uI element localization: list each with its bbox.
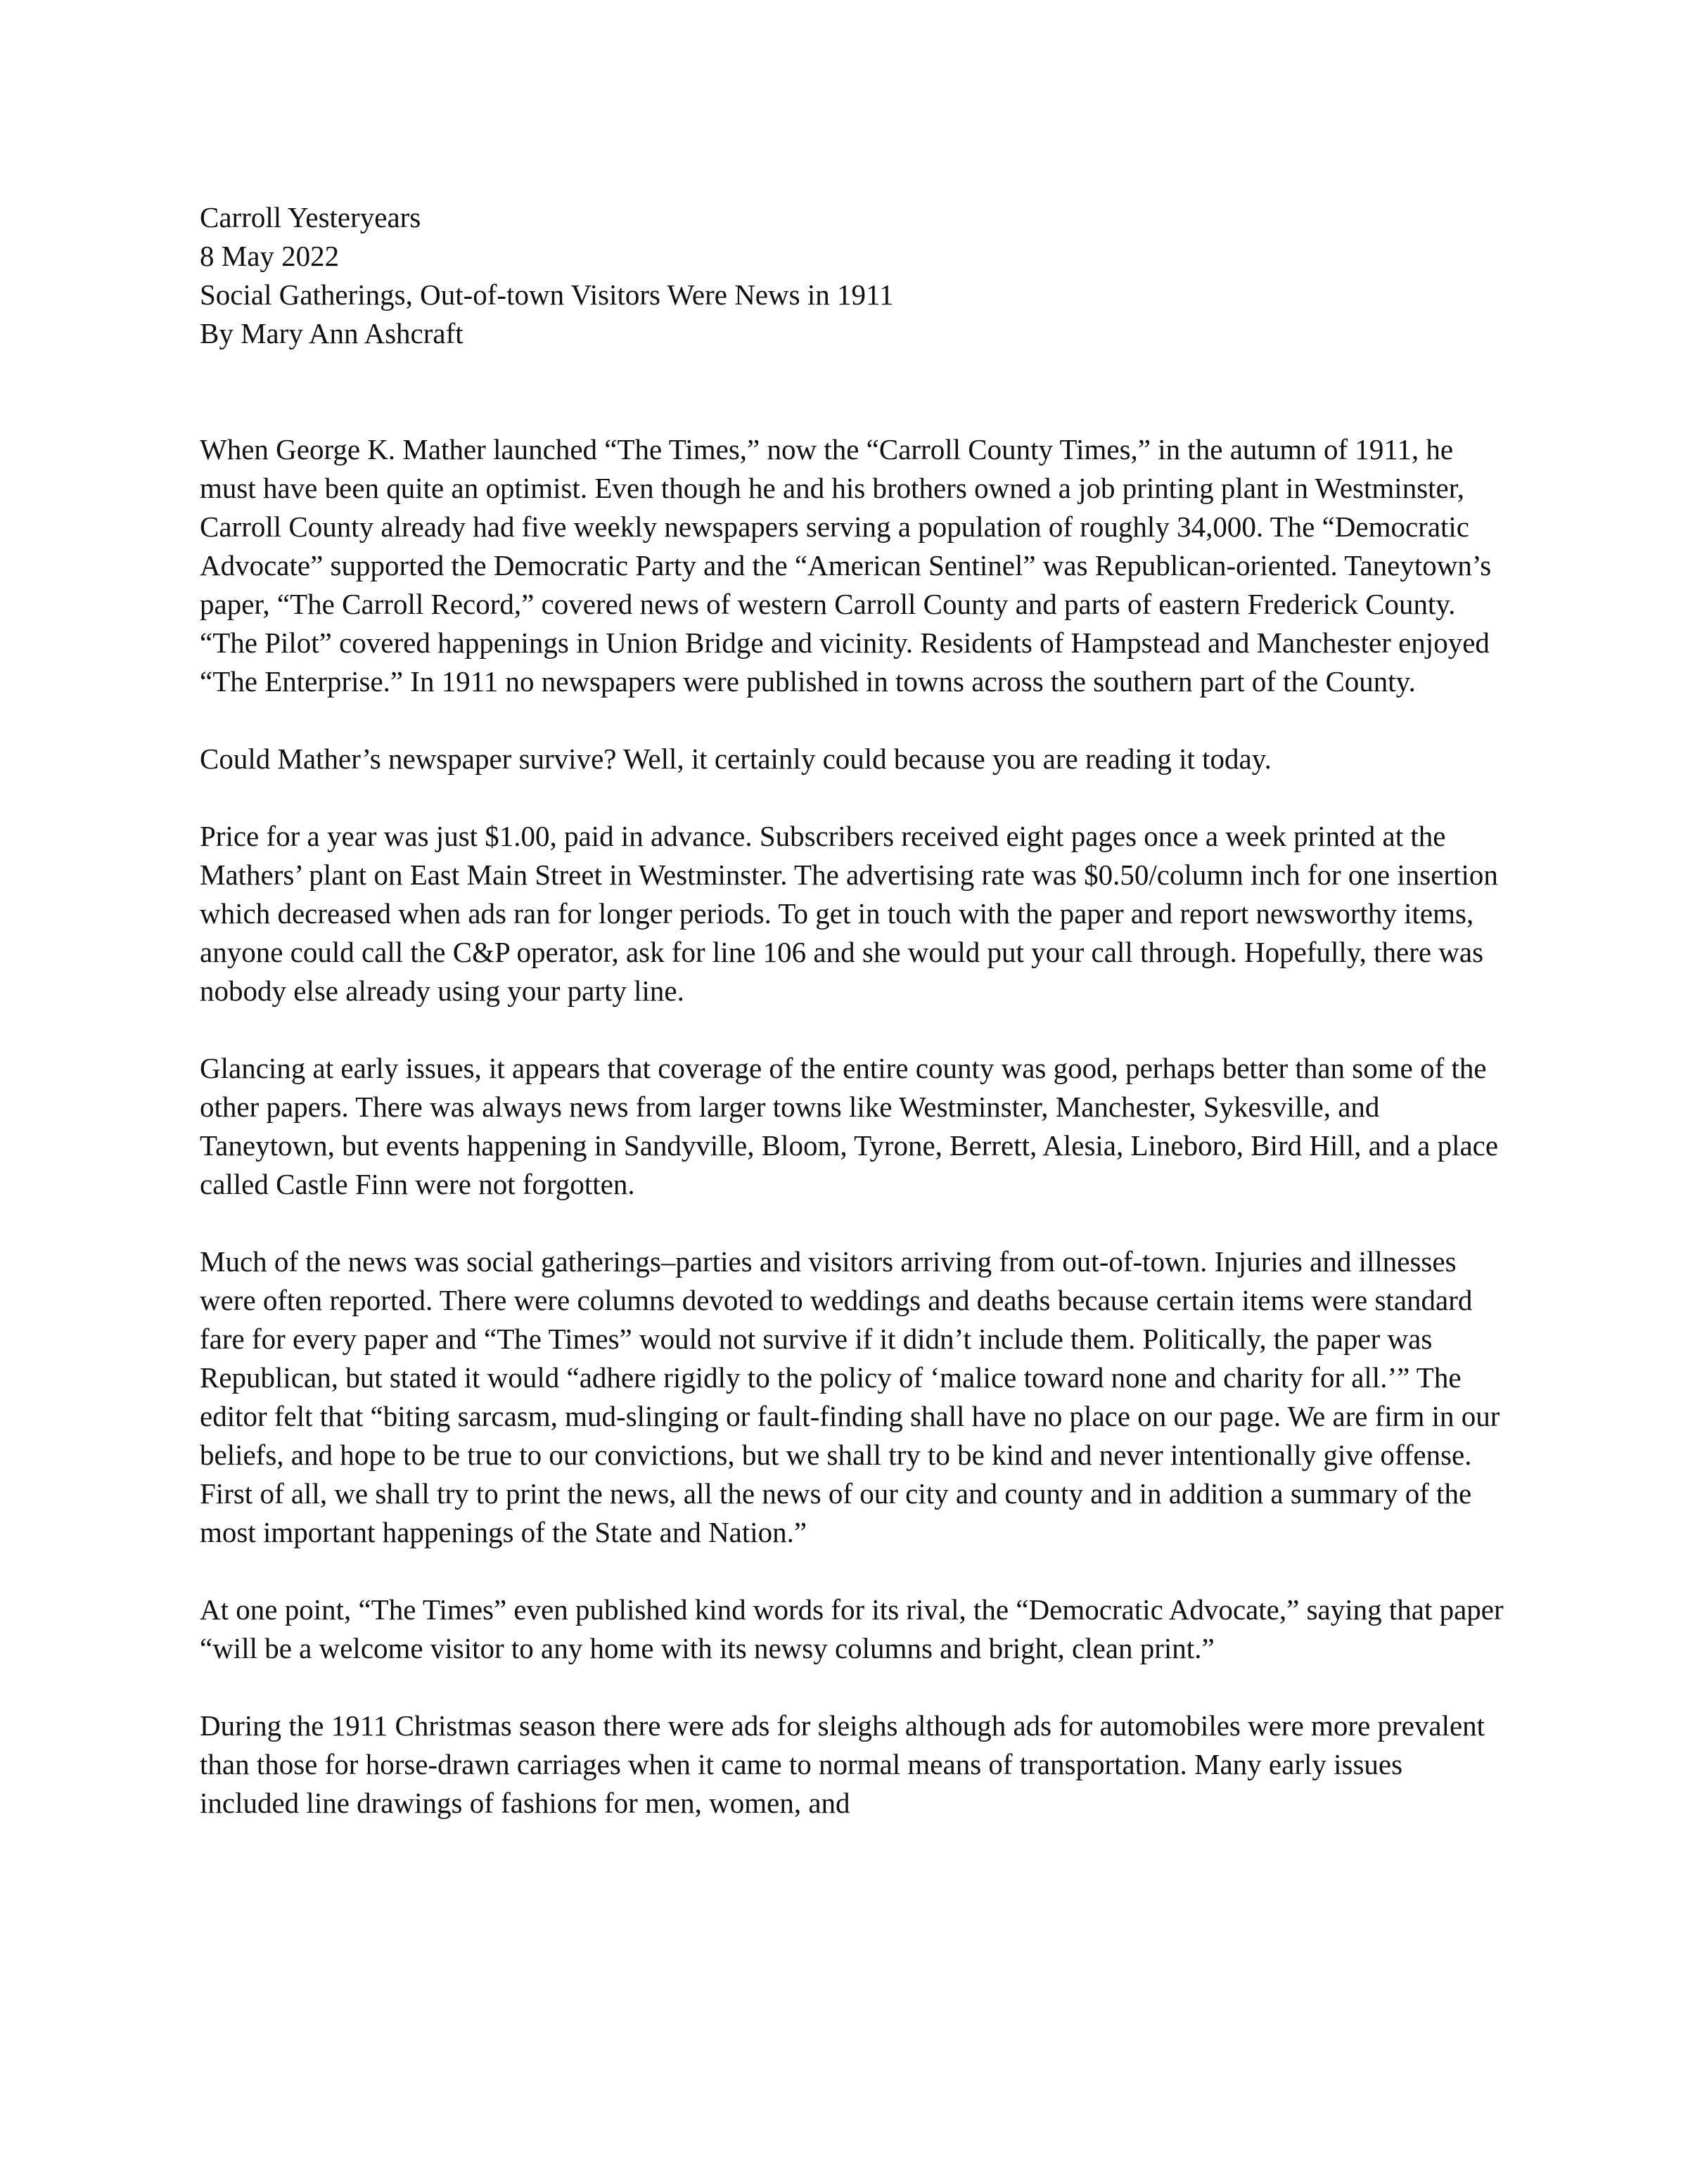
article-header bbox=[200, 198, 1508, 353]
article-content bbox=[200, 198, 1508, 1823]
paragraph-5: Much of the news was social gatherings–parties and visitors arriving from out-of-town. Injuries and illnesses were often reported. There were columns devoted to weddings and deaths because certain items were standard fare for every paper and “The Times” would not survive if it didn’t include them. Politically, the paper was Republican, but stated it would “adhere rigidly to the policy of ‘malice toward none and charity for all.’” The editor felt that “biting sarcasm, mud-slinging or fault-finding shall have no place on our page. We are firm in our beliefs, and hope to be true to our convictions, but we shall try to be kind and never intentionally give offense. First of all, we shall try to print the news, all the news of our city and county and in addition a summary of the most important happenings of the State and Nation.” bbox=[200, 1245, 1500, 1548]
article-title: Social Gatherings, Out-of-town Visitors Were News in 1911 bbox=[200, 278, 894, 311]
article-byline: By Mary Ann Ashcraft bbox=[200, 317, 463, 349]
article-date: 8 May 2022 bbox=[200, 240, 340, 272]
paragraph-4: Glancing at early issues, it appears that coverage of the entire county was good, perhaps better than some of the other papers. There was always news from larger towns like Westminster, Manchester, Sykesville, and Taneytown, but events happening in Sandyville, Bloom, Tyrone, Berrett, Alesia, Lineboro, Bird Hill, and a place called Castle Finn were not forgotten. bbox=[200, 1052, 1499, 1200]
paragraph-7: During the 1911 Christmas season there were ads for sleighs although ads for automobiles were more prevalent than those for horse-drawn carriages when it came to normal means of transportation. Many early issues included line drawings of fashions for men, women, and bbox=[200, 1709, 1485, 1819]
article-body bbox=[200, 430, 1508, 1823]
column-name: Carroll Yesteryears bbox=[200, 201, 421, 233]
paragraph-6: At one point, “The Times” even published kind words for its rival, the “Democratic Advocate,” saying that paper “will be a welcome visitor to any home with its newsy columns and bright, clean print.” bbox=[200, 1593, 1504, 1664]
paragraph-2: Could Mather’s newspaper survive? Well, it certainly could because you are reading it today. bbox=[200, 743, 1272, 775]
paragraph-3: Price for a year was just $1.00, paid in advance. Subscribers received eight pages once a week printed at the Mathers’ plant on East Main Street in Westminster. The advertising rate was $0.50/column inch for one insertion which decreased when ads ran for longer periods. To get in touch with the paper and report newsworthy items, anyone could call the C&P operator, ask for line 106 and she would put your call through. Hopefully, there was nobody else already using your party line. bbox=[200, 820, 1498, 1007]
paragraph-1: When George K. Mather launched “The Times,” now the “Carroll County Times,” in the autumn of 1911, he must have been quite an optimist. Even though he and his brothers owned a job printing plant in Westminster, Carroll County already had five weekly newspapers serving a population of roughly 34,000. The “Democratic Advocate” supported the Democratic Party and the “American Sentinel” was Republican-oriented. Taneytown’s paper, “The Carroll Record,” covered news of western Carroll County and parts of eastern Frederick County. “The Pilot” covered happenings in Union Bridge and vicinity. Residents of Hampstead and Manchester enjoyed “The Enterprise.” In 1911 no newspapers were published in towns across the southern part of the County. bbox=[200, 433, 1492, 698]
